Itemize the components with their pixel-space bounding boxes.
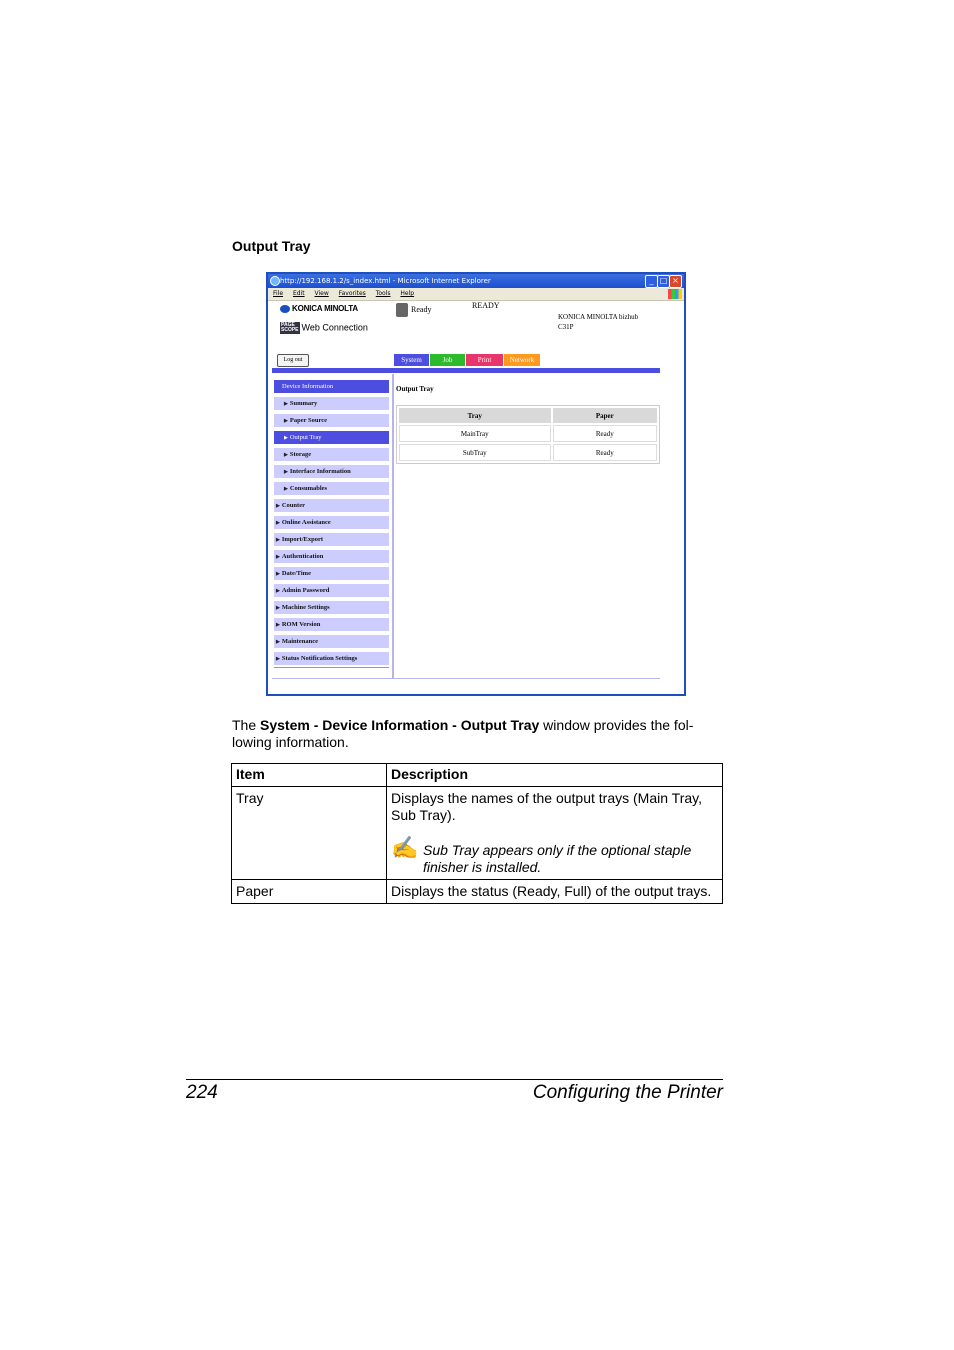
tab-job[interactable]: Job [430,354,465,366]
table-cell: Ready [553,425,657,442]
arrow-icon: ▶ [276,640,280,645]
content-title: Output Tray [396,385,434,393]
table-cell: Displays the status (Ready, Full) of the output trays. [387,880,723,904]
sidebar-item-maintenance[interactable]: ▶ Maintenance [274,635,389,648]
maximize-icon[interactable]: □ [657,275,670,288]
output-tray-table [396,405,660,464]
windows-flag-icon [668,289,682,299]
header-divider [272,368,660,373]
main-tabs [394,354,541,366]
menu-view[interactable]: View [314,290,329,297]
sidebar-item-device-information[interactable]: Device Information [274,380,389,393]
menu-help[interactable]: Help [400,290,415,297]
printer-icon [396,303,408,317]
table-cell: SubTray [399,444,551,461]
sidebar-item-counter[interactable]: ▶ Counter [274,499,389,512]
sidebar-item-output-tray[interactable]: ▶ Output Tray [274,431,389,444]
arrow-icon: ▶ [284,436,288,441]
sidebar-item-status-notification-settings[interactable]: ▶ Status Notification Settings [274,652,389,665]
footer-rule [186,1079,723,1080]
sidebar-item-admin-password[interactable]: ▶ Admin Password [274,584,389,597]
arrow-icon: ▶ [276,572,280,577]
sidebar-item-summary[interactable]: ▶ Summary [274,397,389,410]
web-connection-logo: PAGE SCOPE Web Connection [281,322,368,333]
sidebar-item-machine-settings[interactable]: ▶ Machine Settings [274,601,389,614]
sidebar-item-consumables[interactable]: ▶ Consumables [274,482,389,495]
arrow-icon: ▶ [284,402,288,407]
column-header-item: Item [232,764,387,787]
table-cell: Displays the names of the output trays (Main Tray, Sub Tray). ✍ Sub Tray appears only if the optional staple finisher is installed. [387,787,723,880]
arrow-icon: ▶ [276,504,280,509]
section-title: Output Tray [232,238,311,254]
note [391,835,718,876]
arrow-icon: ▶ [276,589,280,594]
arrow-icon: ▶ [284,487,288,492]
table-row [399,425,657,442]
sidebar-item-rom-version[interactable]: ▶ ROM Version [274,618,389,631]
table-row [232,787,723,880]
chapter-title: Configuring the Printer [532,1082,723,1103]
arrow-icon: ▶ [276,657,280,662]
sidebar-item-authentication[interactable]: ▶ Authentication [274,550,389,563]
printer-status-text: READY [472,301,500,310]
tab-network[interactable]: Network [504,354,540,366]
pagescope-icon: PAGE SCOPE [281,322,299,333]
logout-button[interactable]: Log out [277,354,309,367]
sidebar-item-import-export[interactable]: ▶ Import/Export [274,533,389,546]
menu-bar [268,288,684,301]
description-table [231,763,723,904]
note-text: Sub Tray appears only if the optional staple finisher is installed. [423,842,692,875]
tab-system[interactable]: System [394,354,429,366]
column-header-paper: Paper [553,408,657,423]
table-cell: Ready [553,444,657,461]
sidebar-item-online-assistance[interactable]: ▶ Online Assistance [274,516,389,529]
window-titlebar [268,274,684,288]
arrow-icon: ▶ [284,419,288,424]
konica-minolta-logo: KONICA MINOLTA [280,304,358,313]
column-header-description: Description [387,764,723,787]
browser-window-screenshot [266,272,686,696]
sidebar-item-storage[interactable]: ▶ Storage [274,448,389,461]
sidebar-item-date-time[interactable]: ▶ Date/Time [274,567,389,580]
table-cell: Tray [232,787,387,880]
column-header-tray: Tray [399,408,551,423]
window-title: http://192.168.1.2/s_index.html - Microsoft Internet Explorer [280,277,491,285]
printer-model: KONICA MINOLTA bizhub C31P [558,313,639,331]
sidebar-divider [274,667,389,668]
table-row [232,880,723,904]
table-row [399,444,657,461]
intro-paragraph: The System - Device Information - Output Tray window provides the fol-lowing information. [232,717,694,750]
table-cell: Paper [232,880,387,904]
menu-file[interactable]: File [273,290,284,297]
arrow-icon: ▶ [276,623,280,628]
ie-icon [270,276,280,286]
globe-icon [280,305,290,313]
sidebar-item-interface-information[interactable]: ▶ Interface Information [274,465,389,478]
page-number: 224 [186,1082,218,1103]
minimize-icon[interactable]: _ [645,275,658,288]
table-cell: MainTray [399,425,551,442]
note-pencil-icon: ✍ [391,835,419,860]
close-icon[interactable]: × [669,275,682,288]
sidebar-menu [274,380,389,668]
menu-favorites[interactable]: Favorites [338,290,366,297]
content-divider [392,374,394,678]
arrow-icon: ▶ [276,606,280,611]
sidebar-item-paper-source[interactable]: ▶ Paper Source [274,414,389,427]
printer-status-label: Ready [411,305,432,314]
arrow-icon: ▶ [276,538,280,543]
menu-tools[interactable]: Tools [375,290,391,297]
tab-print[interactable]: Print [466,354,503,366]
arrow-icon: ▶ [276,521,280,526]
menu-edit[interactable]: Edit [292,290,305,297]
arrow-icon: ▶ [276,555,280,560]
arrow-icon: ▶ [284,453,288,458]
arrow-icon: ▶ [284,470,288,475]
footer-divider [272,678,660,679]
